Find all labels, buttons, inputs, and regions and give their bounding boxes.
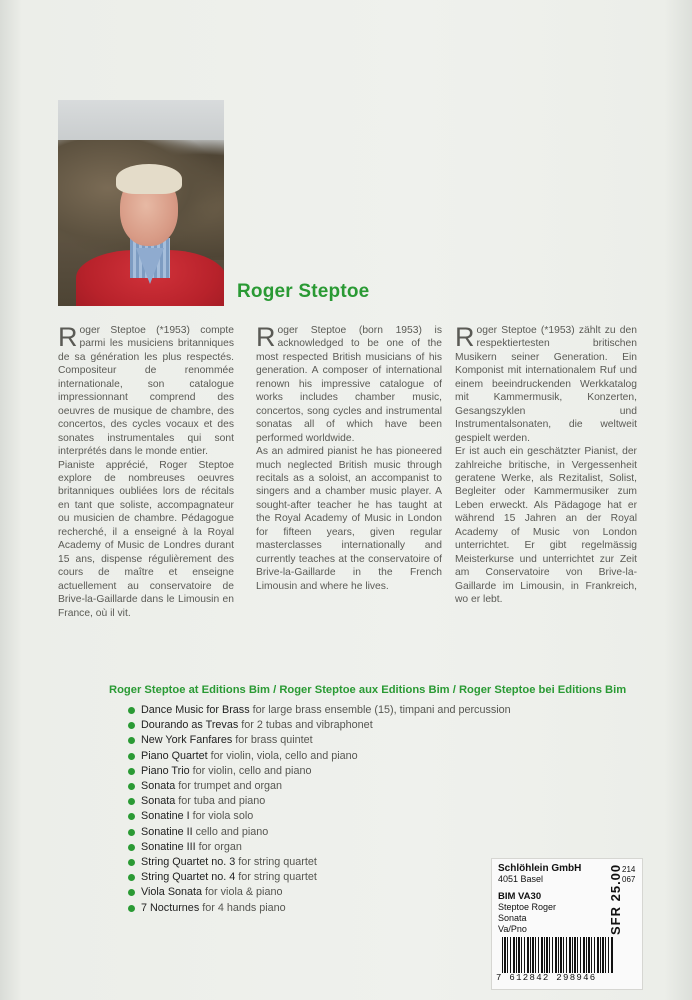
work-desc: for string quartet [235,856,317,869]
work-desc: for 2 tubas and vibraphonet [238,719,373,732]
bio-text: oger Steptoe (*1953) compte parmi les musiciens britanniques de sa génération les plus respectés. Compositeur de renommée internationale, son catalogue impressionnant comprend des oeuvres de musique de chambre, des concertos, des cycles vocaux et des sonates instrumentales qui sont interprétés dans le monde entier. [58,325,234,458]
work-title: Piano Trio [141,764,190,777]
sticker-title: Sonata [498,913,527,923]
composer-name: Roger Steptoe [237,281,370,302]
dropcap: R [455,322,475,352]
work-desc: for viola solo [189,810,254,823]
bio-fr-p2: Pianiste apprécié, Roger Steptoe explore de nombreuses oeuvres britanniques oubliées lors de récitals en tant que soliste, accompagnateur ou musicien de chambre. Pédagogue recherché, il a enseigné à la Royal Academy of Music de Londres durant 15 ans, dispense régulièrement des cours de maître et enseigne actuellement au conservatoire de Brive-la-Gaillarde dans le Limousin en France, où il vit. [58,459,234,619]
work-title: Sonata [141,795,176,808]
work-desc: for large brass ensemble (15), timpani and percussion [249,704,511,716]
sticker-instrumentation: Va/Pno [498,924,527,934]
sticker-price: SFR 25.00 [608,863,623,935]
work-title: 7 Nocturnes [141,901,200,914]
list-item [128,855,511,870]
bio-de-p2: Er ist auch ein geschätzter Pianist, der zahlreiche britische, in Vergessenheit geratene Werke, als Rezitalist, Solist, Begleiter oder Kammermusiker zum Leben erweckt. Als Pädagoge hat er während 15 Jahren an der Royal Academy of Music von London unterrichtet. Er gibt regelmässig Meisterkurse und unterrichtet zur Zeit am Conservatoire von Brive-la-Gaillarde im Limousin, in Frankreich, wo er lebt. [455,446,637,606]
bullet-icon [128,798,135,805]
work-desc: for tuba and piano [175,795,266,808]
list-item [128,703,511,718]
list-item [128,840,511,855]
work-title: New York Fanfares [141,734,233,747]
bullet-icon [128,829,135,836]
bio-de-p1 [455,324,637,445]
bullet-icon [128,753,135,760]
work-title: Sonata [141,780,176,793]
list-item [128,809,511,824]
works-list [128,703,511,916]
barcode-icon [502,937,614,973]
bullet-icon [128,722,135,729]
work-title: Dourando as Trevas [141,719,239,732]
work-desc: for viola & piano [202,886,283,899]
work-title: Sonatine II [141,825,193,838]
sticker-composer: Steptoe Roger [498,902,557,912]
list-item [128,885,511,900]
sticker-city: 4051 Basel [498,874,544,884]
bullet-icon [128,737,135,744]
bullet-icon [128,783,135,790]
bio-fr-p1 [58,324,234,459]
list-item [128,870,511,885]
bio-text: oger Steptoe (born 1953) is acknowledged to be one of the most respected British musicians of his generation. A composer of international renown his impressive catalogue of works includes chamber music, concertos, song cycles and instrumental sonatas all of which have been performed worldwide. [256,325,442,444]
work-desc: for string quartet [235,871,317,884]
bullet-icon [128,859,135,866]
sticker-catalog-code: BIM VA30 [498,891,542,902]
bio-text: oger Steptoe (*1953) zählt zu den respektiertesten britischen Musikern seiner Generation. Ein Komponist mit internationalem Ruf und einem beeindruckenden Werkkatalog mit Kammermusik, Konzerten, Gesangszyklen und Instrumentalsonaten, die weltweit gespielt werden. [455,325,637,444]
bullet-icon [128,813,135,820]
work-title: Piano Quartet [141,749,208,762]
work-title: String Quartet no. 3 [141,856,236,869]
work-title: Dance Music for Brass [141,704,250,716]
list-item [128,733,511,748]
work-title: Viola Sonata [141,886,203,899]
composer-portrait [58,100,224,306]
price-sticker [491,858,643,990]
bullet-icon [128,707,135,714]
bullet-icon [128,905,135,912]
sticker-number-2: 067 [622,875,636,884]
bio-english [256,324,442,593]
bullet-icon [128,768,135,775]
bio-french [58,324,234,620]
work-desc: for violin, viola, cello and piano [207,749,358,762]
list-item [128,718,511,733]
bio-german [455,324,637,607]
bullet-icon [128,844,135,851]
bio-en-p2: As an admired pianist he has pioneered much neglected British music through recitals as a soloist, an accompanist to singers and a chamber music player. A sought-after teacher he has taught at the Royal Academy of Music in London for fifteen years, given regular masterclasses internationally and currently teaches at the conservatoire of Brive-la-Gaillarde in the French Limousin and where he lives. [256,446,442,592]
bio-en-p1 [256,324,442,445]
list-item [128,764,511,779]
list-item [128,794,511,809]
list-item [128,901,511,916]
work-desc: for brass quintet [232,734,313,747]
works-heading: Roger Steptoe at Editions Bim / Roger Steptoe aux Editions Bim / Roger Steptoe bei Editions Bim [109,684,627,696]
work-title: Sonatine III [141,840,196,853]
work-title: Sonatine I [141,810,190,823]
work-title: String Quartet no. 4 [141,871,236,884]
work-desc: for organ [195,840,242,853]
sticker-ean: 7 612842 298946 [496,973,597,983]
work-desc: for violin, cello and piano [189,764,312,777]
dropcap: R [256,322,276,352]
list-item [128,749,511,764]
dropcap: R [58,322,78,352]
list-item [128,779,511,794]
work-desc: for trumpet and organ [175,780,283,793]
sticker-number-1: 214 [622,865,636,874]
work-desc: cello and piano [192,825,269,838]
bullet-icon [128,889,135,896]
sticker-publisher: Schlöhlein GmbH [498,863,582,874]
list-item [128,825,511,840]
bullet-icon [128,874,135,881]
work-desc: for 4 hands piano [199,901,286,914]
